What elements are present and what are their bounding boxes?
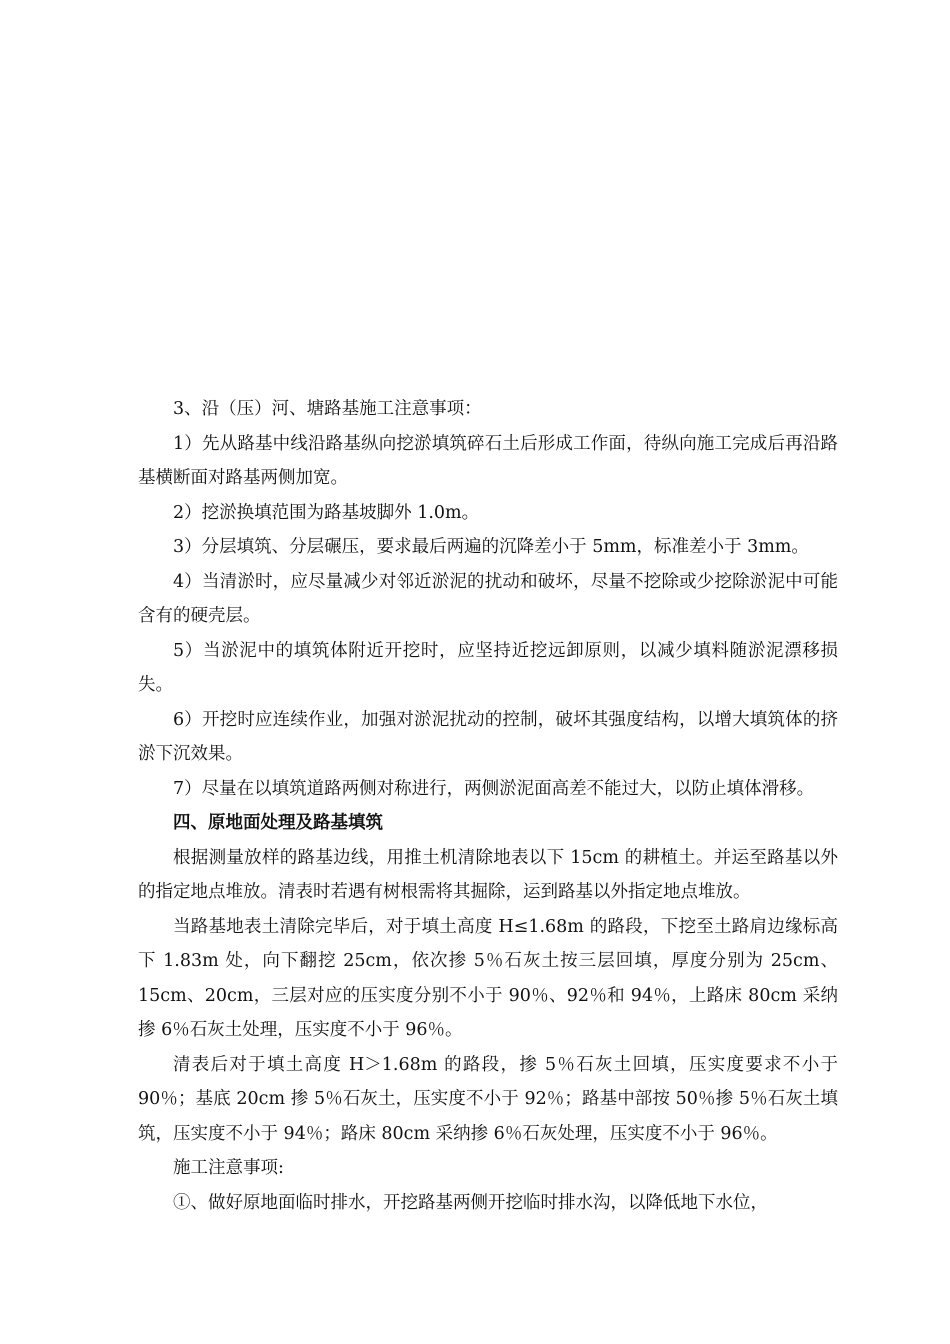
paragraph-low-fill: 当路基地表土清除完毕后，对于填土高度 H≤1.68m 的路段，下挖至土路肩边缘标高下 1.83m 处，向下翻挖 25cm，依次掺 5％石灰土按三层回填，厚度分别为 25cm、15cm、20cm，三层对应的压实度分别不小于 90％、92％和 94％，上路床 80cm 采纳掺 6％石灰土处理，压实度不小于 96％。 [138,916,838,1040]
paragraph-high-fill: 清表后对于填土高度 H＞1.68m 的路段，掺 5％石灰土回填，压实度要求不小于 90％；基底 20cm 掺 5％石灰土，压实度不小于 92％；路基中部按 50％掺 5％石灰土填筑，压实度不小于 94％；路床 80cm 采纳掺 6％石灰处理，压实度不小于 96％。 [138,1054,838,1144]
document-body [138,392,838,1220]
paragraph-note-1: ①、做好原地面临时排水，开挖路基两侧开挖临时排水沟，以降低地下水位， [173,1192,768,1213]
paragraph-item-1: 1）先从路基中线沿路基纵向挖淤填筑碎石土后形成工作面，待纵向施工完成后再沿路基横断面对路基两侧加宽。 [138,433,838,488]
paragraph-clearing: 根据测量放样的路基边线，用推土机清除地表以下 15cm 的耕植土。并运至路基以外的指定地点堆放。清表时若遇有树根需将其掘除，运到路基以外指定地点堆放。 [138,847,838,902]
paragraph-section-3-title: 3、沿（压）河、塘路基施工注意事项： [173,399,482,419]
paragraph-item-5: 5）当淤泥中的填筑体附近开挖时，应坚持近挖远卸原则，以减少填料随淤泥漂移损失。 [138,640,838,695]
paragraph-item-6: 6）开挖时应连续作业，加强对淤泥扰动的控制，破坏其强度结构，以增大填筑体的挤淤下沉效果。 [138,709,838,764]
paragraph-item-7: 7）尽量在以填筑道路两侧对称进行，两侧淤泥面高差不能过大，以防止填体滑移。 [173,778,815,799]
paragraph-notes-title: 施工注意事项: [173,1158,284,1178]
paragraph-item-3: 3）分层填筑、分层碾压，要求最后两遍的沉降差小于 5mm，标准差小于 3mm。 [173,537,809,557]
paragraph-item-4: 4）当清淤时，应尽量减少对邻近淤泥的扰动和破坏，尽量不挖除或少挖除淤泥中可能含有的硬壳层。 [138,571,838,626]
paragraph-item-2: 2）挖淤换填范围为路基坡脚外 1.0m。 [173,502,480,523]
section-heading: 四、原地面处理及路基填筑 [173,813,383,833]
